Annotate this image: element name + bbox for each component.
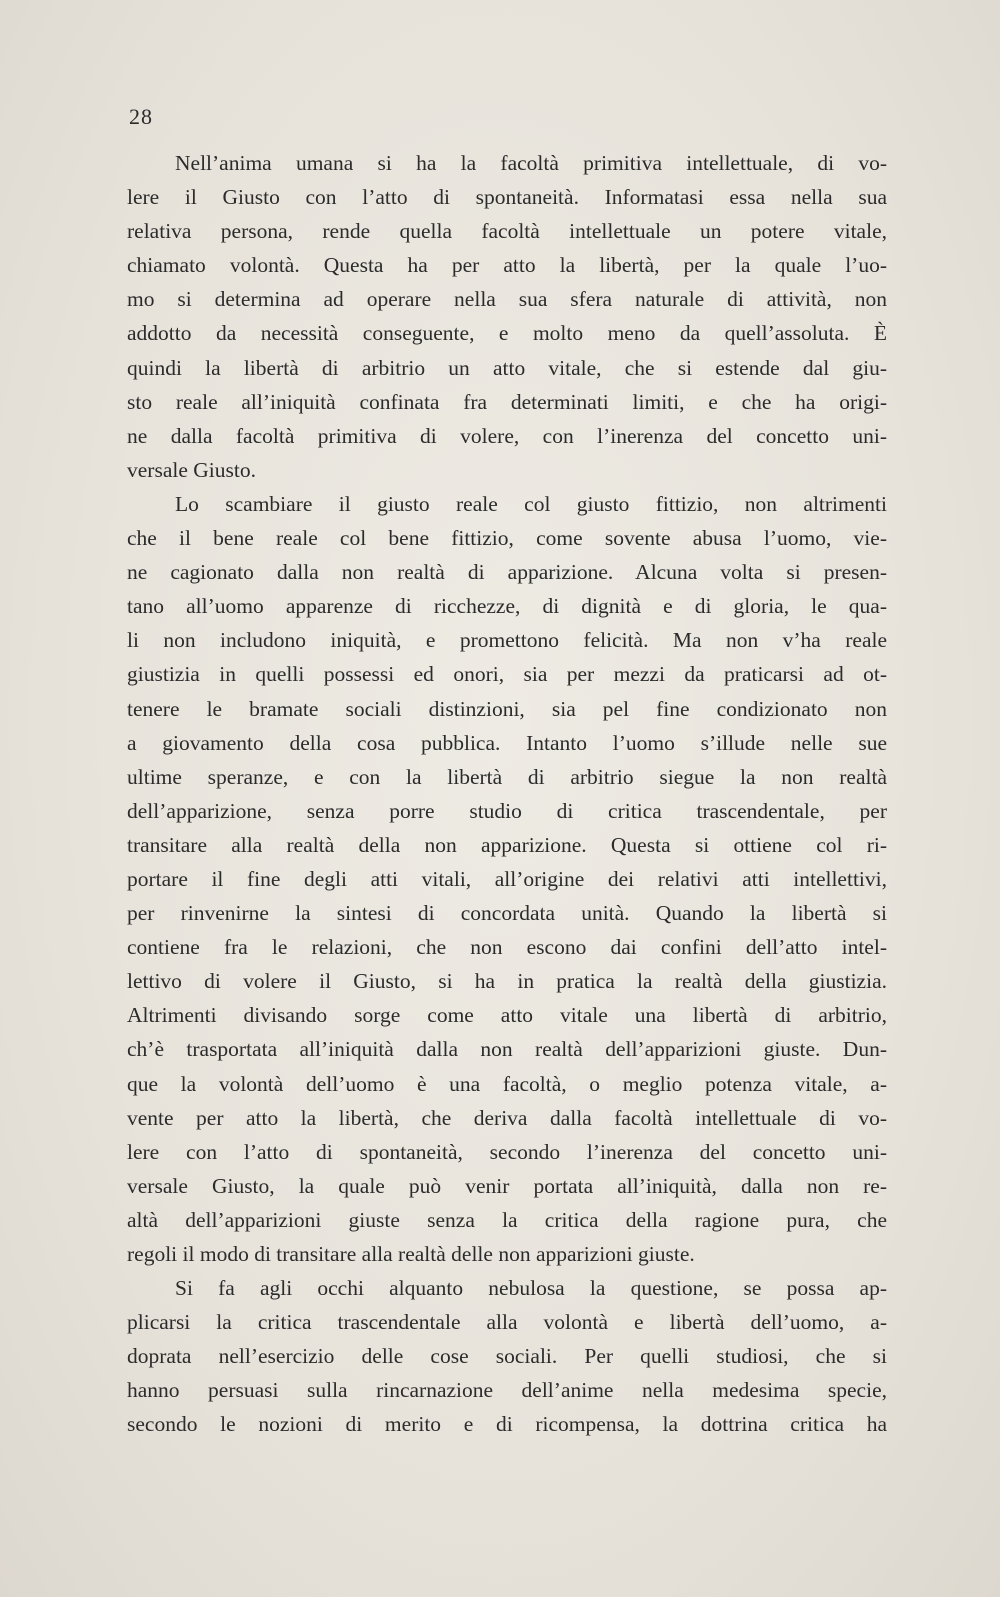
text-line: Altrimenti divisando sorge come atto vitale una libertà di arbitrio, (127, 1003, 887, 1028)
text-line: ultime speranze, e con la libertà di arbitrio siegue la non realtà (127, 764, 887, 789)
text-line: tano all’uomo apparenze di ricchezze, di dignità e di gloria, le qua- (127, 594, 887, 619)
body-text (127, 146, 887, 1442)
text-line: Lo scambiare il giusto reale col giusto fittizio, non altrimenti (175, 491, 887, 516)
text-line: per rinvenirne la sintesi di concordata unità. Quando la libertà si (127, 901, 887, 926)
text-line: dell’apparizione, senza porre studio di critica trascendentale, per (127, 798, 887, 823)
text-line: tenere le bramate sociali distinzioni, sia pel fine condizionato non (127, 696, 887, 721)
text-line: chiamato volontà. Questa ha per atto la libertà, per la quale l’uo- (127, 253, 887, 278)
text-line: que la volontà dell’uomo è una facoltà, o meglio potenza vitale, a- (127, 1071, 887, 1096)
text-line: mo si determina ad operare nella sua sfera naturale di attività, non (127, 287, 887, 312)
text-line: versale Giusto, la quale può venir portata all’iniquità, dalla non re- (127, 1173, 887, 1198)
text-line: altà dell’apparizioni giuste senza la critica della ragione pura, che (127, 1207, 887, 1232)
text-line: relativa persona, rende quella facoltà intellettuale un potere vitale, (127, 219, 887, 244)
text-line: ne dalla facoltà primitiva di volere, con l’inerenza del concetto uni- (127, 423, 887, 448)
text-line: lere il Giusto con l’atto di spontaneità. Informatasi essa nella sua (127, 185, 887, 210)
text-line: plicarsi la critica trascendentale alla volontà e libertà dell’uomo, a- (127, 1310, 887, 1335)
text-line: che il bene reale col bene fittizio, come sovente abusa l’uomo, vie- (127, 526, 887, 551)
text-line: Nell’anima umana si ha la facoltà primitiva intellettuale, di vo- (175, 151, 887, 175)
text-line: transitare alla realtà della non apparizione. Questa si ottiene col ri- (127, 832, 887, 857)
text-line: ch’è trasportata all’iniquità dalla non realtà dell’apparizioni giuste. Dun- (127, 1037, 887, 1062)
text-line: versale Giusto. (127, 457, 256, 482)
text-line: quindi la libertà di arbitrio un atto vitale, che si estende dal giu- (127, 355, 887, 380)
text-line: portare il fine degli atti vitali, all’origine dei relativi atti intellettivi, (127, 866, 887, 891)
text-line: vente per atto la libertà, che deriva dalla facoltà intellettuale di vo- (127, 1105, 887, 1130)
text-line: giustizia in quelli possessi ed onori, sia per mezzi da praticarsi ad ot- (127, 662, 887, 687)
text-line: hanno persuasi sulla rincarnazione dell’anime nella medesima specie, (127, 1378, 887, 1403)
text-line: addotto da necessità conseguente, e molto meno da quell’assoluta. È (127, 321, 887, 346)
text-line: contiene fra le relazioni, che non escono dai confini dell’atto intel- (127, 935, 887, 960)
text-line: ne cagionato dalla non realtà di apparizione. Alcuna volta si presen- (127, 560, 887, 585)
text-line: lettivo di volere il Giusto, si ha in pratica la realtà della giustizia. (127, 969, 887, 994)
text-line: li non includono iniquità, e promettono felicità. Ma non v’ha reale (127, 628, 887, 653)
text-line: a giovamento della cosa pubblica. Intanto l’uomo s’illude nelle sue (127, 730, 887, 755)
text-line: lere con l’atto di spontaneità, secondo l’inerenza del concetto uni- (127, 1139, 887, 1164)
text-line: regoli il modo di transitare alla realtà delle non apparizioni giuste. (127, 1242, 695, 1266)
text-line: sto reale all’iniquità confinata fra determinati limiti, e che ha origi- (127, 389, 887, 414)
page-number: 28 (129, 104, 153, 129)
text-line: doprata nell’esercizio delle cose sociali. Per quelli studiosi, che si (127, 1344, 887, 1369)
text-line: Si fa agli occhi alquanto nebulosa la questione, se possa ap- (175, 1276, 887, 1301)
text-line: secondo le nozioni di merito e di ricompensa, la dottrina critica ha (127, 1412, 887, 1437)
